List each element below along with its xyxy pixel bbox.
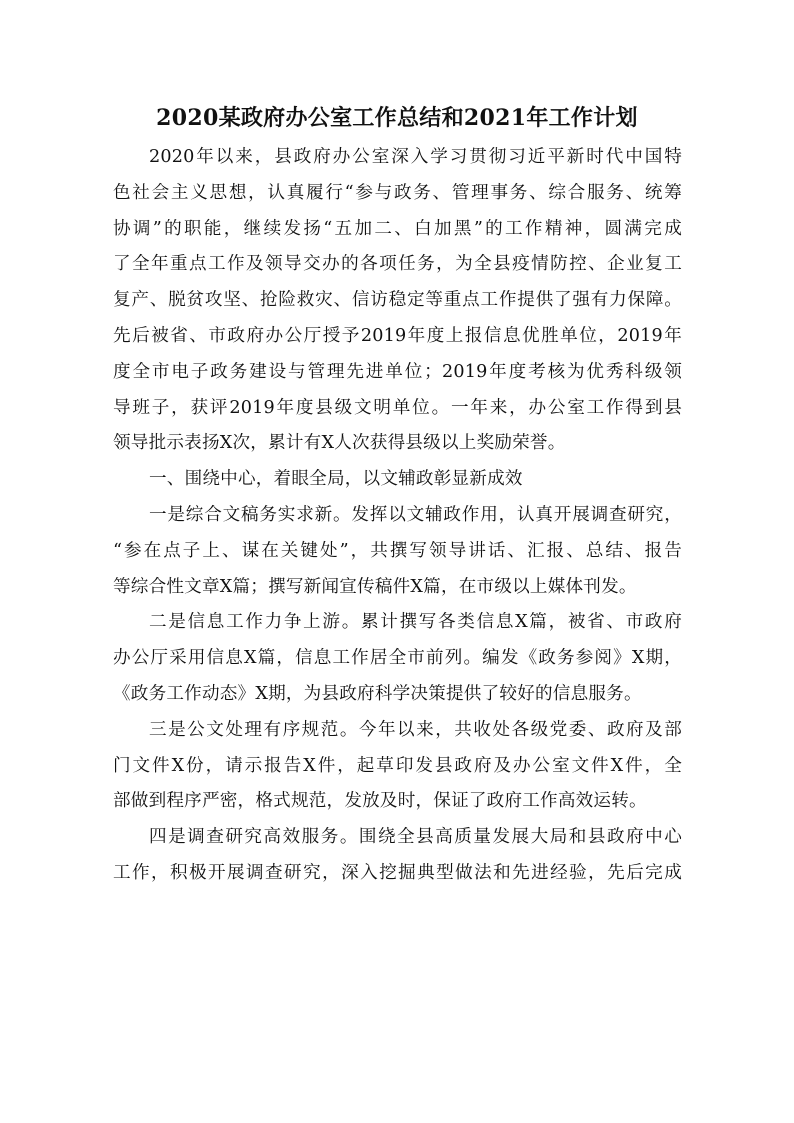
text-line: 2020年以来，县政府办公室深入学习贯彻习近平新时代中国特 (149, 147, 682, 167)
text-line: 二是信息工作力争上游。累计撰写各类信息X篇，被省、市政府 (149, 612, 682, 633)
text-line: 部做到程序严密，格式规范，发放及时，保证了政府工作高效运转。 (113, 791, 647, 812)
text-line: 《政务工作动态》X期，为县政府科学决策提供了较好的信息服务。 (113, 683, 642, 704)
text-line: 协调”的职能，继续发扬“五加二、白加黑”的工作精神，圆满完成 (113, 218, 682, 239)
text-line: 门文件X份，请示报告X件，起草印发县政府及办公室文件X件，全 (113, 755, 682, 776)
text-line: 三是公文处理有序规范。今年以来，共收处各级党委、政府及部 (149, 719, 682, 740)
text-line: 办公厅采用信息X篇，信息工作居全市前列。编发《政务参阅》X期， (113, 648, 682, 669)
text-line: 等综合性文章X篇；撰写新闻宣传稿件X篇，在市级以上媒体刊发。 (113, 576, 637, 597)
text-line: 复产、脱贫攻坚、抢险救灾、信访稳定等重点工作提供了强有力保障。 (113, 290, 682, 311)
text-line: 工作，积极开展调查研究，深入挖掘典型做法和先进经验，先后完成 (113, 862, 682, 883)
text-line: 一是综合文稿务实求新。发挥以文辅政作用，认真开展调查研究， (149, 504, 682, 525)
text-line: “参在点子上、谋在关键处”，共撰写领导讲话、汇报、总结、报告 (113, 540, 682, 561)
text-line: 了全年重点工作及领导交办的各项任务，为全县疫情防控、企业复工 (113, 254, 682, 275)
text-line: 四是调查研究高效服务。围绕全县高质量发展大局和县政府中心 (149, 827, 682, 848)
document-title: 2020某政府办公室工作总结和2021年工作计划 (156, 105, 638, 131)
document-body (113, 140, 682, 892)
text-line: 一、围绕中心，着眼全局，以文辅政彰显新成效 (149, 469, 523, 490)
text-line: 色社会主义思想，认真履行“参与政务、管理事务、综合服务、统筹 (113, 182, 682, 203)
text-line: 先后被省、市政府办公厅授予2019年度上报信息优胜单位，2019年 (113, 325, 682, 346)
text-line: 领导批示表扬X次，累计有X人次获得县级以上奖励荣誉。 (113, 433, 566, 454)
text-line: 导班子，获评2019年度县级文明单位。一年来，办公室工作得到县 (113, 397, 682, 418)
text-line: 度全市电子政务建设与管理先进单位；2019年度考核为优秀科级领 (113, 361, 682, 382)
